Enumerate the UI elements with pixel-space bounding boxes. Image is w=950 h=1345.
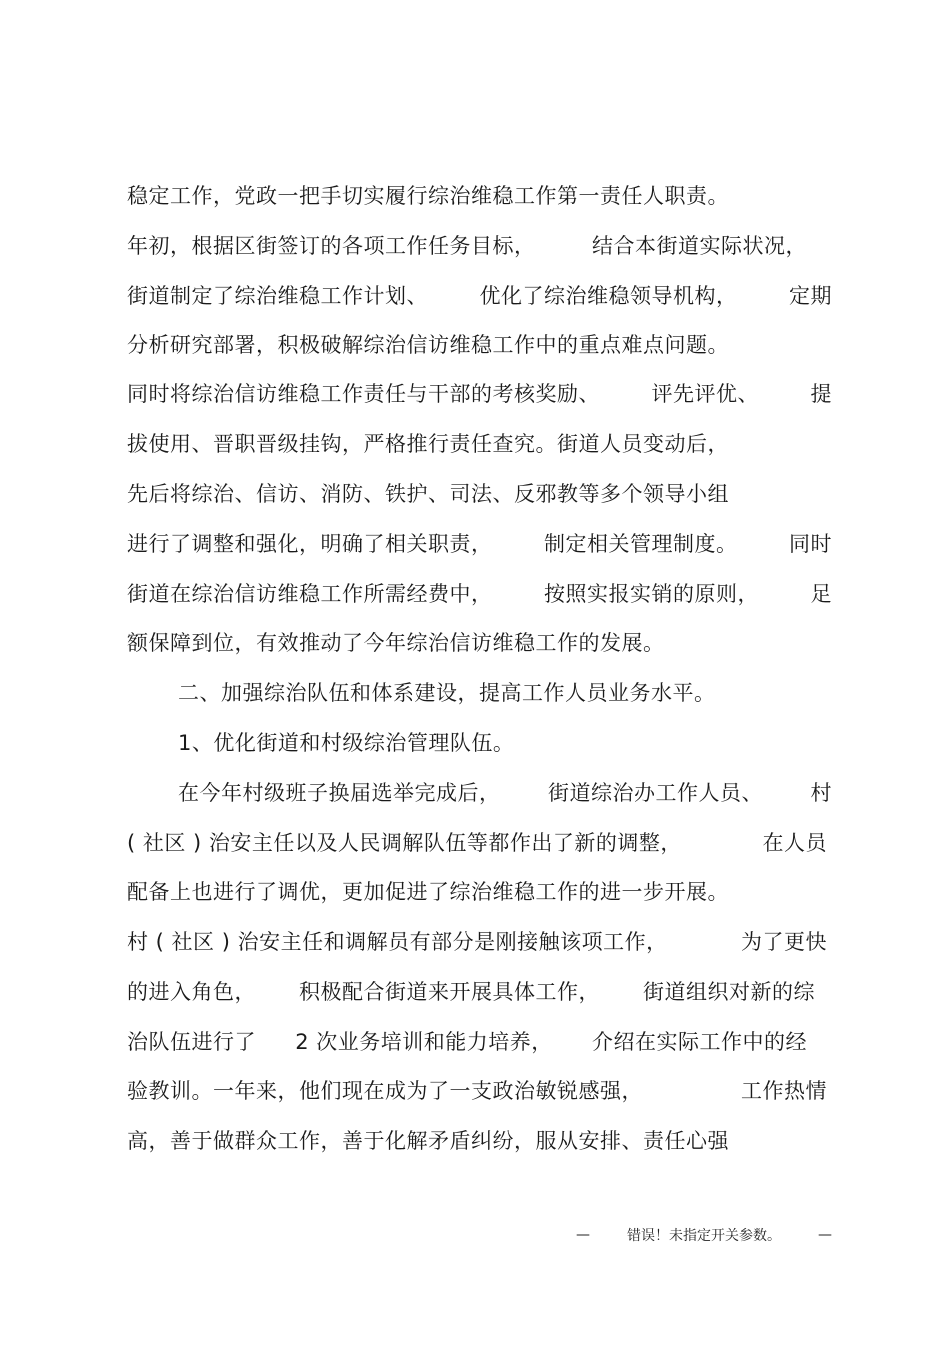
text-segment: 定期 <box>789 284 832 308</box>
text-segment: 提 <box>810 382 832 406</box>
text-segment: 介绍在实际工作中的经 <box>591 1030 807 1054</box>
text-line <box>127 1027 807 1057</box>
text-segment: 结合本街道实际状况， <box>592 234 807 258</box>
text-segment: 在今年村级班子换届选举完成后， <box>178 781 501 805</box>
text-line <box>127 181 832 211</box>
text-line <box>127 927 827 957</box>
text-line <box>127 330 832 360</box>
text-segment: 街道综治办工作人员、 <box>548 781 763 805</box>
text-segment: 验教训。一年来，他们现在成为了一支政治敏锐感强， <box>127 1079 643 1103</box>
text-line <box>127 877 832 907</box>
text-segment: 配备上也进行了调优，更加促进了综治维稳工作的进一步开展。 <box>127 880 729 904</box>
text-line <box>127 1076 827 1106</box>
text-segment: 年初，根据区街签订的各项工作任务目标， <box>127 234 536 258</box>
text-line <box>127 1126 832 1156</box>
text-segment: 街道组织对新的综 <box>643 980 815 1004</box>
text-segment: 在人员 <box>762 831 827 855</box>
text-segment: 1、优化街道和村级综治管理队伍。 <box>178 731 515 755</box>
section-heading <box>178 678 832 708</box>
text-segment: 街道制定了综治维稳工作计划、 <box>127 284 428 308</box>
footer-left-dash: — <box>576 1227 590 1243</box>
text-segment: 同时将综治信访维稳工作责任与干部的考核奖励、 <box>127 382 600 406</box>
text-segment: 积极配合街道来开展具体工作， <box>299 980 600 1004</box>
text-line <box>127 429 832 459</box>
text-segment: 高，善于做群众工作，善于化解矛盾纠纷，服从安排、责任心强 <box>127 1129 729 1153</box>
text-segment: 按照实报实销的原则， <box>544 582 759 606</box>
text-segment: 村 <box>810 781 832 805</box>
text-line <box>127 281 832 311</box>
footer-right-dash: — <box>818 1227 832 1243</box>
text-line <box>127 231 807 261</box>
text-segment: 分析研究部署，积极破解综治信访维稳工作中的重点难点问题。 <box>127 333 729 357</box>
text-segment: 同时 <box>789 532 832 556</box>
text-segment: 稳定工作，党政一把手切实履行综治维稳工作第一责任人职责。 <box>127 184 729 208</box>
footer-text: 错误！未指定开关参数。 <box>627 1228 781 1244</box>
text-segment: 评先评优、 <box>651 382 759 406</box>
subsection-heading <box>178 728 832 758</box>
text-segment: ( 社区 ) 治安主任以及人民调解队伍等都作出了新的调整， <box>127 831 682 855</box>
text-segment: 二、加强综治队伍和体系建设，提高工作人员业务水平。 <box>178 681 716 705</box>
text-line <box>127 977 815 1007</box>
text-segment: 足 <box>810 582 832 606</box>
text-segment: 先后将综治、信访、消防、铁护、司法、反邪教等多个领导小组 <box>127 482 729 506</box>
page-footer <box>576 1222 832 1248</box>
text-segment: 拔使用、晋职晋级挂钩，严格推行责任查究。街道人员变动后， <box>127 432 729 456</box>
text-line <box>127 479 832 509</box>
text-segment: 街道在综治信访维稳工作所需经费中， <box>127 582 493 606</box>
text-line <box>127 628 832 658</box>
text-segment: 工作热情 <box>741 1079 827 1103</box>
text-line <box>178 778 832 808</box>
text-line <box>127 529 832 559</box>
text-segment: 治队伍进行了 <box>127 1030 256 1054</box>
text-segment: 2 次业务培训和能力培养， <box>295 1030 553 1054</box>
text-segment: 的进入角色， <box>127 980 256 1004</box>
text-segment: 进行了调整和强化，明确了相关职责， <box>127 532 493 556</box>
text-segment: 为了更快 <box>741 930 827 954</box>
text-line <box>127 379 832 409</box>
text-segment: 额保障到位，有效推动了今年综治信访维稳工作的发展。 <box>127 631 665 655</box>
text-line <box>127 579 832 609</box>
text-segment: 村 ( 社区 ) 治安主任和调解员有部分是刚接触该项工作， <box>127 930 668 954</box>
text-line <box>127 828 827 858</box>
text-segment: 制定相关管理制度。 <box>544 532 738 556</box>
text-segment: 优化了综治维稳领导机构， <box>479 284 738 308</box>
